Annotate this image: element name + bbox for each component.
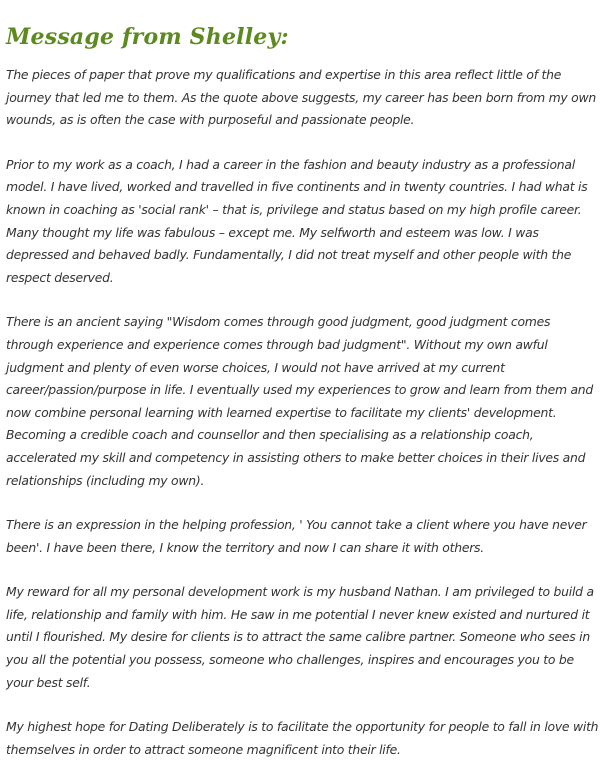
paragraph-wisdom-saying: There is an ancient saying "Wisdom comes through good judgment, good judgment comes through experience and experience comes through bad judgment". Without my own awful judgment and plenty of even worse choices, I would not have arrived at my current career/passion/purpose in life. I eventually used my experiences to grow and learn from them and now combine personal learning with learned expertise to facilitate my clients' development. Becoming a credible coach and counsellor and then specialising as a relationship coach, accelerated my skill and competency in assisting others to make better choices in their lives and relationships (including my own). xyxy=(6,314,594,488)
paragraph-qualifications: The pieces of paper that prove my qualifications and expertise in this area reflect little of the journey that led me to them. As the quote above suggests, my career has been born from my own wounds, as is often the case with purposeful and passionate people. xyxy=(6,67,596,128)
paragraph-helping-profession: There is an expression in the helping profession, ' You cannot take a client where you have never been'. I have been there, I know the territory and now I can share it with others. xyxy=(6,517,587,555)
page-title: Message from Shelley: xyxy=(6,24,289,50)
paragraph-career-history: Prior to my work as a coach, I had a career in the fashion and beauty industry as a professional model. I have lived, worked and travelled in five continents and in twenty countries. I had what is known in coaching as 'social rank' – that is, privilege and status based on my high profile career. Many thought my life was fabulous – except me. My selfworth and esteem was low. I was depressed and behaved badly. Fundamentally, I did not treat myself and other people with the respect deserved. xyxy=(6,156,588,285)
paragraph-highest-hope: My highest hope for Dating Deliberately is to facilitate the opportunity for people to fall in love with themselves in order to attract someone magnificent into their life. xyxy=(6,719,599,757)
paragraph-reward-husband: My reward for all my personal development work is my husband Nathan. I am privileged to build a life, relationship and family with him. He saw in me potential I never knew existed and nurtured it until I flourished. My desire for clients is to attract the same calibre partner. Someone who sees in you all the potential you possess, someone who challenges, inspires and encourages you to be your best self. xyxy=(6,584,594,690)
